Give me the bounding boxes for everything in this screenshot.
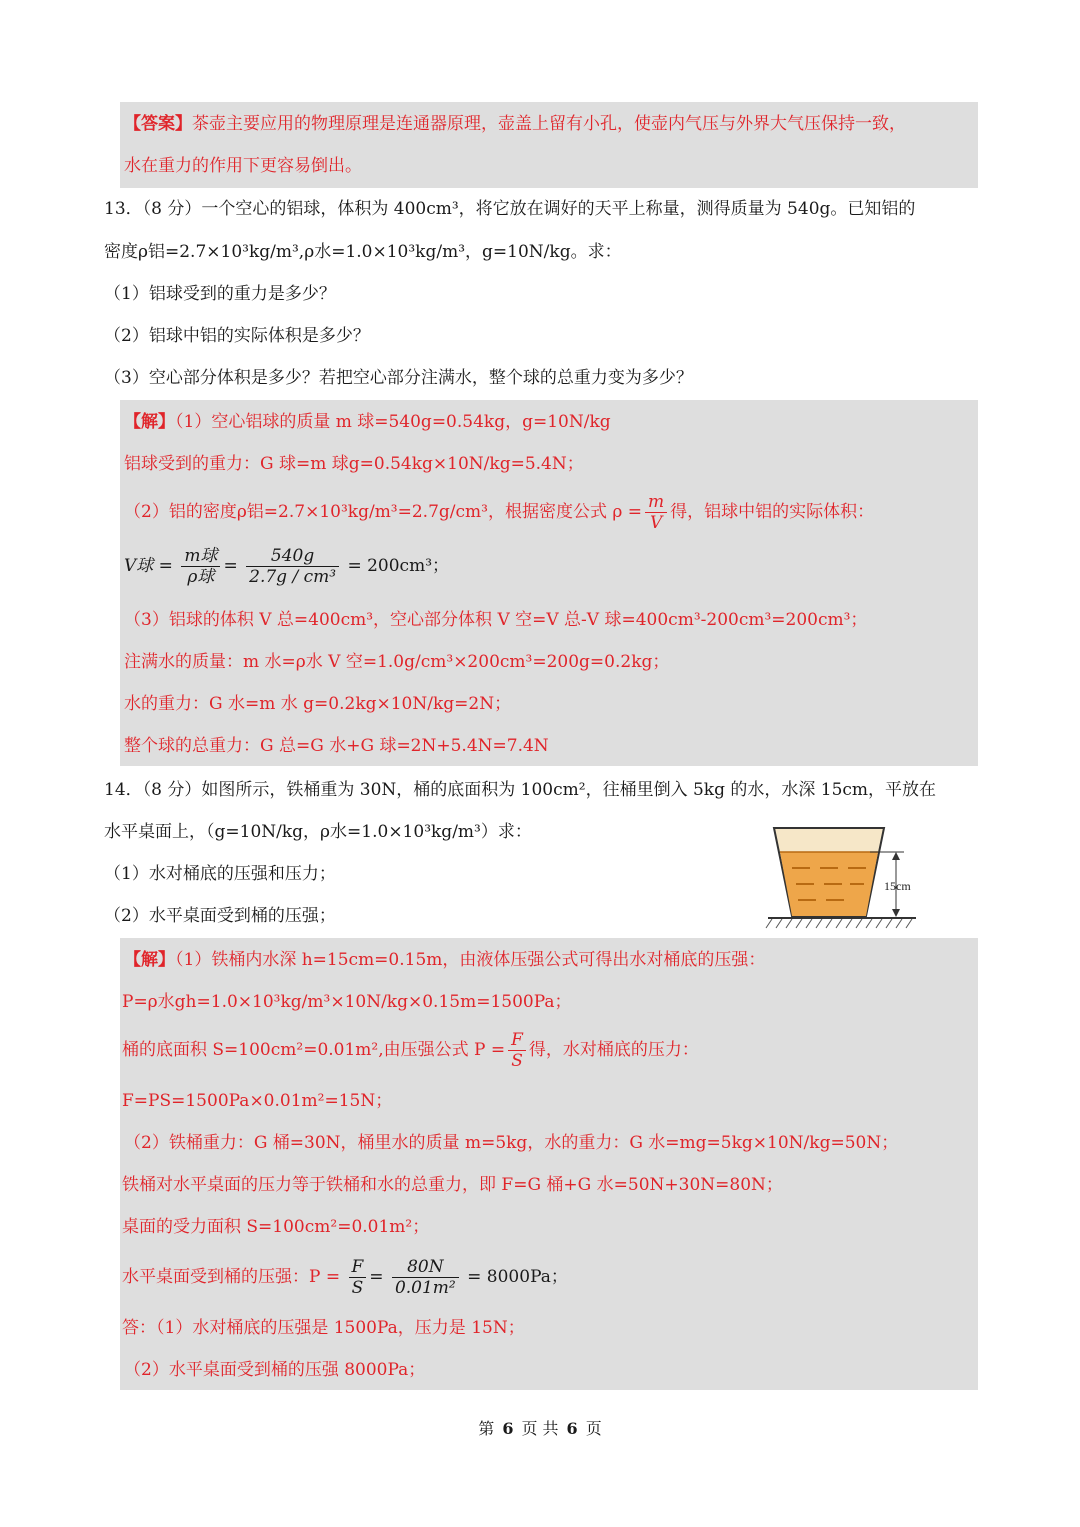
volume-f1-num: m球 [181,546,220,567]
q14-sol-line-6: 铁桶对水平桌面的压力等于铁桶和水的总重力，即 F=G 桶+G 水=50N+30N=80N； [122,1175,783,1195]
q14-sol-line-1 [124,948,765,972]
q14-sol-line-8: 水平桌面受到桶的压强：P = $\frac{F}{S}$ = $\frac{80N}{\text{0.01m²}}$ = 8000Pa； [122,1257,568,1298]
q14-sol-line-9: 答：（1）水对桶底的压强是 1500Pa，压力是 15N； [122,1318,525,1338]
volume-fraction-2 [246,546,339,587]
q13-sol-line-4: V球 = $\frac{\text{m球}}{\text{ρ球}}$ = $\frac{540g}{\text{2.7g / cm³}}$ = 200cm³； [124,546,450,587]
q13-sol-line-8: 整个球的总重力：G 总=G 水+G 球=2N+5.4N=7.4N [124,736,549,756]
q14-line-2: 水平桌面上，（g=10N/kg，ρ水=1.0×10³kg/m³）求： [104,822,532,842]
footer-total: 6 [566,1419,578,1438]
volume-f2-den: 2.7g / cm³ [249,567,337,587]
q14-sol-label: 【解】 [124,950,175,970]
density-formula [645,492,667,533]
final-f1-den: S [351,1278,364,1298]
q14-sol-text-1: （1）铁桶内水深 h=15cm=0.15m，由液体压强公式可得出水对桶底的压强： [175,950,766,970]
q13-sub-2: （2）铝球中铝的实际体积是多少？ [104,326,370,346]
q14-sol-line-7: 桌面的受力面积 S=100cm²=0.01m²； [122,1217,430,1237]
footer-suffix: 页 [585,1419,602,1438]
depth-label: 15cm [884,879,911,893]
volume-fraction-1 [181,546,220,587]
page-footer [0,1416,1080,1439]
final-f2-num: 80N [392,1257,459,1278]
q13-sol-line-7: 水的重力：G 水=m 水 g=0.2kg×10N/kg=2N； [124,694,512,714]
footer-mid: 页 共 [521,1419,559,1438]
density-den: V [649,513,663,533]
q13-sol-line-2: 铝球受到的重力：G 球=m 球g=0.54kg×10N/kg=5.4N； [124,454,584,474]
q14-line-1: 14．（8 分）如图所示，铁桶重为 30N，桶的底面积为 100cm²，往桶里倒入 5kg 的水，水深 15cm，平放在 [104,780,937,800]
q13-sub-3: （3）空心部分体积是多少？若把空心部分注满水，整个球的总重力变为多少？ [104,368,693,388]
pressure-num: F [508,1030,526,1051]
volume-f1-den: ρ球 [187,567,215,587]
volume-f2-num: 540g [246,546,339,567]
final-f1-num: F [349,1257,367,1278]
q13-line-1: 13．（8 分）一个空心的铝球，体积为 400cm³，将它放在调好的天平上称量，测得质量为 540g。已知铝的 [104,199,916,219]
q14-sub-1: （1）水对桶底的压强和压力； [104,864,336,884]
footer-page: 6 [502,1419,514,1438]
volume-rhs: = 200cm³； [347,556,450,576]
q14-sol-text-3a: 桶的底面积 S=100cm²=0.01m²,由压强公式 P = [122,1040,506,1060]
q13-sol-label: 【解】 [124,412,175,432]
q14-sol-text-3b: 得，水对桶底的压力： [528,1040,699,1060]
footer-prefix: 第 [478,1419,495,1438]
answer-line-2: 水在重力的作用下更容易倒出。 [124,156,362,176]
q14-sol-line-3 [122,1028,699,1072]
final-fraction-2 [392,1257,459,1298]
final-fraction-1 [349,1257,367,1298]
q13-line-2: 密度ρ铝=2.7×10³kg/m³,ρ水=1.0×10³kg/m³，g=10N/kg。求： [104,242,622,262]
q13-sol-text-3b: 得，铝球中铝的实际体积： [670,502,875,522]
final-f2-den: 0.01m² [394,1278,456,1298]
volume-lhs: V球 = [124,556,173,576]
pressure-den: S [511,1051,523,1071]
density-num: m [645,492,667,513]
q13-sol-line-1 [124,410,611,434]
answer-text-1: 茶壶主要应用的物理原理是连通器原理，壶盖上留有小孔，使壶内气压与外界大气压保持一致， [192,114,906,134]
answer-line-1 [124,112,906,136]
pressure-formula [508,1030,526,1071]
q13-sol-line-3 [124,492,874,533]
q14-sol-line-5: （2）铁桶重力：G 桶=30N，桶里水的质量 m=5kg，水的重力：G 水=mg=5kg×10N/kg=50N； [124,1133,899,1153]
q13-sol-line-6: 注满水的质量：m 水=ρ水 V 空=1.0g/cm³×200cm³=200g=0.2kg； [124,652,670,672]
q14-sol-line-2: P=ρ水gh=1.0×10³kg/m³×10N/kg×0.15m=1500Pa； [122,992,572,1012]
q13-sol-text-3a: （2）铝的密度ρ铝=2.7×10³kg/m³=2.7g/cm³，根据密度公式 ρ = [124,502,643,522]
q13-sub-1: （1）铝球受到的重力是多少？ [104,284,336,304]
q14-sol-line-4: F=PS=1500Pa×0.01m²=15N； [122,1091,393,1111]
q14-sub-2: （2）水平桌面受到桶的压强； [104,906,336,926]
q13-sol-text-1: （1）空心铝球的质量 m 球=540g=0.54kg，g=10N/kg [175,412,611,432]
q14-sol-line-10: （2）水平桌面受到桶的压强 8000Pa； [124,1360,426,1380]
bucket-figure [764,816,920,930]
q13-sol-line-5: （3）铝球的体积 V 总=400cm³，空心部分体积 V 空=V 总-V 球=400cm³-200cm³=200cm³； [124,610,868,630]
q14-sol-text-8a: 水平桌面受到桶的压强：P = [122,1267,341,1287]
answer-label: 【答案】 [124,114,192,134]
final-rhs: = 8000Pa； [467,1267,568,1287]
